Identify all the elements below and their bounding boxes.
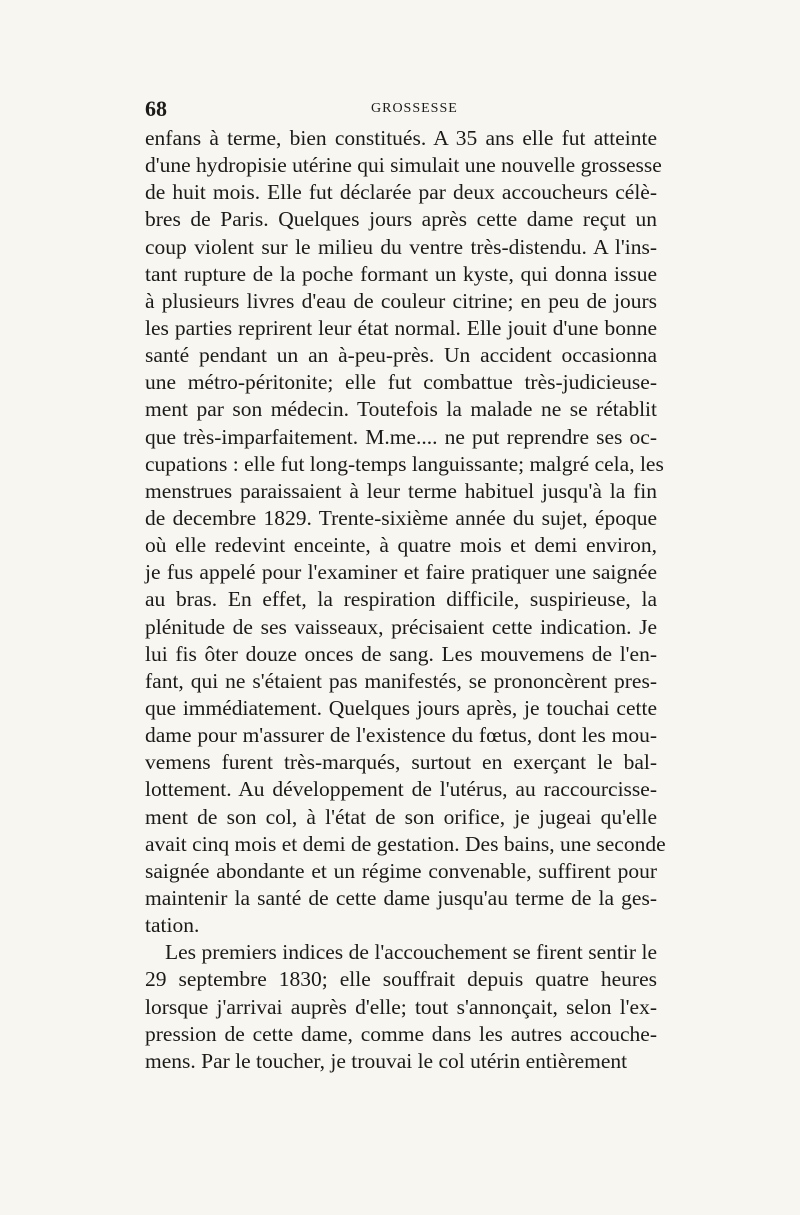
text-line: vemens furent très-marqués, surtout en exerçant le bal- (145, 750, 657, 775)
text-line: plénitude de ses vaisseaux, précisaient cette indication. Je (145, 614, 657, 639)
text-line: où elle redevint enceinte, à quatre mois et demi environ, (145, 533, 657, 558)
running-head: GROSSESSE (371, 101, 458, 116)
text-line: bres de Paris. Quelques jours après cette dame reçut un (145, 207, 657, 232)
text-line: santé pendant un an à-peu-près. Un accident occasionna (145, 343, 657, 368)
body-text (145, 125, 666, 1075)
text-line: tant rupture de la poche formant un kyste, qui donna issue (145, 261, 657, 286)
text-line: de huit mois. Elle fut déclarée par deux accoucheurs célè- (145, 180, 657, 205)
text-line: ment de son col, à l'état de son orifice, je jugeai qu'elle (145, 804, 657, 829)
text-line: 29 septembre 1830; elle souffrait depuis quatre heures (145, 967, 657, 992)
paragraph (145, 939, 657, 1075)
text-line: de decembre 1829. Trente-sixième année du sujet, époque (145, 505, 657, 530)
text-line: au bras. En effet, la respiration difficile, suspirieuse, la (145, 587, 657, 612)
text-line: pression de cette dame, comme dans les autres accouche- (145, 1021, 657, 1046)
text-line: saignée abondante et un régime convenable, suffirent pour (145, 858, 657, 883)
text-line: lui fis ôter douze onces de sang. Les mouvemens de l'en- (145, 641, 657, 666)
text-line: d'une hydropisie utérine qui simulait une nouvelle grossesse (145, 153, 662, 178)
paragraph (145, 125, 666, 939)
text-line: coup violent sur le milieu du ventre très-distendu. A l'ins- (145, 234, 657, 259)
page-number: 68 (145, 96, 167, 121)
page-header (145, 96, 660, 126)
text-line: fant, qui ne s'étaient pas manifestés, se prononcèrent pres- (145, 668, 657, 693)
text-line: ment par son médecin. Toutefois la malade ne se rétablit (145, 397, 657, 422)
text-line: Les premiers indices de l'accouchement se firent sentir le (165, 940, 657, 965)
text-line: à plusieurs livres d'eau de couleur citrine; en peu de jours (145, 288, 657, 313)
text-line: enfans à terme, bien constitués. A 35 ans elle fut atteinte (145, 126, 657, 150)
text-line: maintenir la santé de cette dame jusqu'au terme de la ges- (145, 885, 657, 910)
text-line: lorsque j'arrivai auprès d'elle; tout s'annonçait, selon l'ex- (145, 994, 657, 1019)
text-line: cupations : elle fut long-temps languissante; malgré cela, les (145, 451, 664, 476)
text-line: les parties reprirent leur état normal. Elle jouit d'une bonne (145, 315, 657, 340)
text-line: mens. Par le toucher, je trouvai le col utérin entièrement (145, 1048, 628, 1073)
text-line: que immédiatement. Quelques jours après, je touchai cette (145, 695, 657, 720)
text-line: dame pour m'assurer de l'existence du fœtus, dont les mou- (145, 723, 657, 748)
text-line: lottement. Au développement de l'utérus, au raccourcisse- (145, 777, 657, 802)
text-line: je fus appelé pour l'examiner et faire pratiquer une saignée (145, 560, 657, 585)
text-line: avait cinq mois et demi de gestation. Des bains, une seconde (145, 831, 666, 856)
text-line: que très-imparfaitement. M.me.... ne put reprendre ses oc- (145, 424, 657, 449)
text-line: une métro-péritonite; elle fut combattue très-judicieuse- (145, 370, 657, 395)
text-line: menstrues paraissaient à leur terme habituel jusqu'à la fin (145, 478, 657, 503)
text-line: tation. (145, 913, 200, 938)
